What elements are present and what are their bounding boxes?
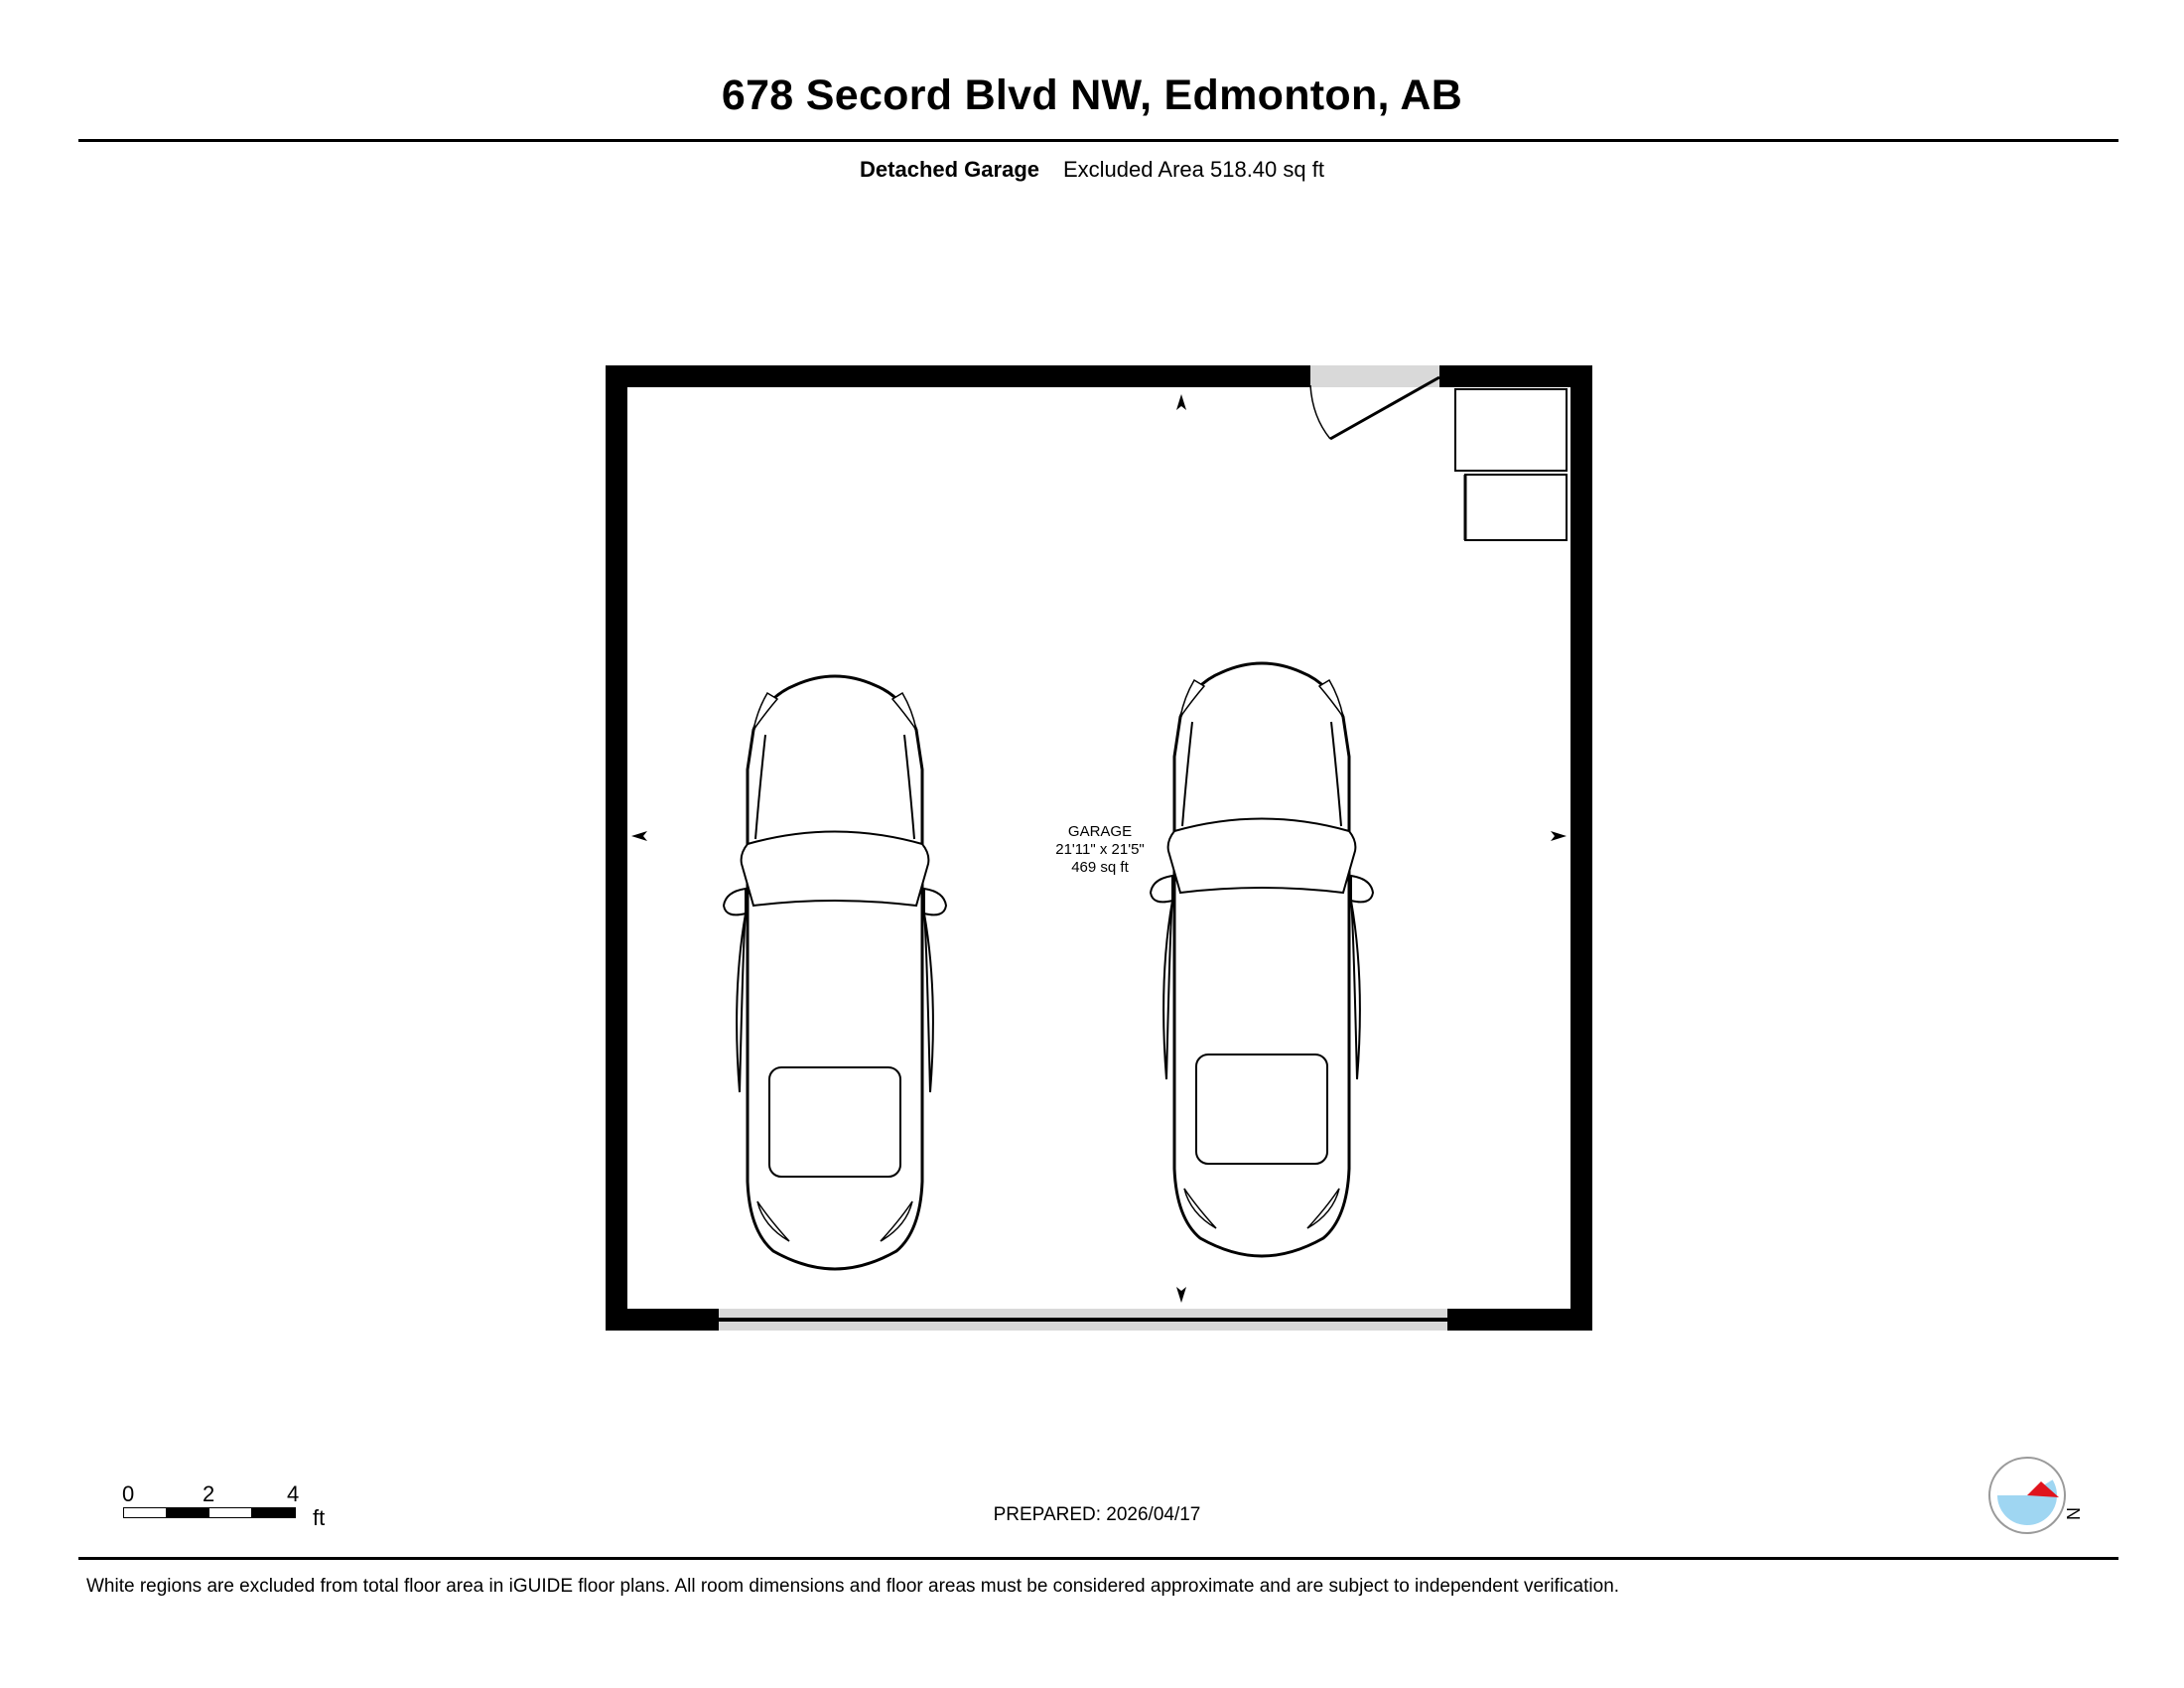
car-left [724,676,946,1269]
car-right [1151,663,1373,1256]
dimension-arrow-north [1176,394,1186,410]
room-area: 469 sq ft [1071,859,1129,876]
dimension-arrow-east [1551,831,1567,841]
scale-tick-label: 2 [203,1481,215,1506]
compass-icon [1985,1454,2085,1553]
scale-tick-label: 4 [287,1481,300,1506]
room-name: GARAGE [1067,823,1133,840]
scale-unit: ft [313,1505,326,1530]
wall-north-right [1439,365,1592,387]
wall-east [1570,365,1592,1331]
wall-north-left [606,365,1310,387]
wall-south-left [606,1309,719,1331]
cabinet-lower [1465,475,1567,540]
cabinet-upper [1455,389,1567,471]
room-dimensions: 21'11" x 21'5" [1055,841,1145,858]
excluded-area: Excluded Area 518.40 sq ft [1063,157,1324,182]
page-title: 678 Secord Blvd NW, Edmonton, AB [721,71,1463,119]
wall-west [606,365,627,1331]
disclaimer: White regions are excluded from total floor area in iGUIDE floor plans. All room dimensions and floor areas must be considered approximate and are subject to independent verification. [86,1576,1620,1597]
wall-south-right [1447,1309,1592,1331]
footer-divider [78,1557,2118,1560]
door-swing-arc [1310,385,1330,439]
prepared-date: PREPARED: 2026/04/17 [993,1504,1201,1525]
compass-north-label: N [2063,1507,2083,1520]
dimension-arrow-south [1176,1287,1186,1303]
dimension-arrow-west [631,831,647,841]
door-opening [1310,365,1439,387]
floor-name: Detached Garage [860,157,1039,182]
scale-tick-label: 0 [122,1481,135,1506]
